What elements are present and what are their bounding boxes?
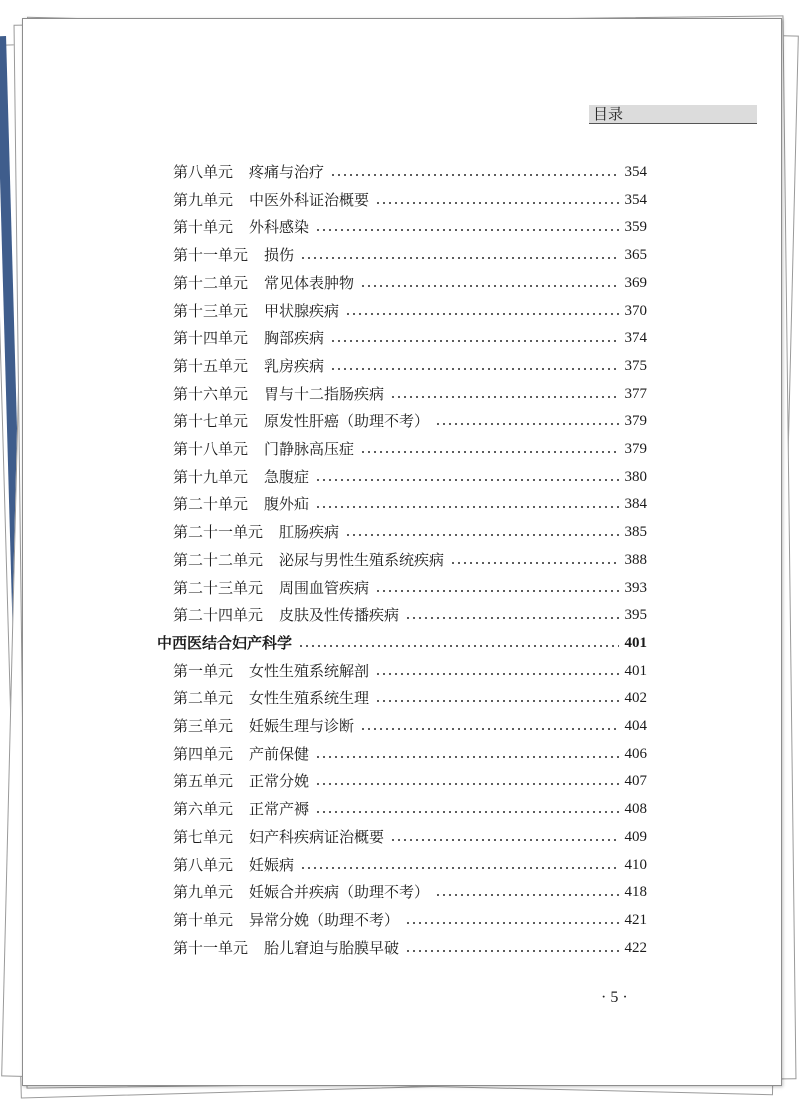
toc-dot-leader [405, 617, 618, 619]
toc-entry-unit: 第十单元 [173, 910, 234, 929]
toc-entry-page: 385 [624, 524, 647, 541]
toc-entry-title: 妇产科疾病证治概要 [249, 827, 385, 846]
toc-entry-page: 401 [624, 662, 647, 679]
toc-entry-title: 正常产褥 [249, 800, 310, 819]
toc-entry [173, 377, 647, 404]
toc-entry [173, 266, 647, 293]
toc-entry [173, 515, 647, 542]
toc-entry [173, 848, 647, 875]
toc-entry-unit: 第三单元 [173, 717, 234, 735]
toc-entry [173, 460, 647, 487]
toc-entry-unit: 第八单元 [173, 163, 234, 181]
toc-entry-title: 常见体表肿物 [264, 273, 355, 292]
toc-entry-unit: 第二十三单元 [173, 578, 264, 597]
toc-entry-unit: 第二单元 [173, 689, 234, 708]
toc-entry [173, 598, 647, 625]
toc-dot-leader [405, 922, 618, 924]
toc-entry-title: 肛肠疾病 [279, 523, 340, 542]
toc-entry-title: 乳房疾病 [264, 356, 325, 375]
toc-dot-leader [405, 950, 618, 952]
toc-entry-title: 中西医结合妇产科学 [157, 633, 293, 652]
toc-entry-title: 产前保健 [249, 744, 310, 763]
toc-dot-leader [435, 894, 618, 896]
toc-entry-unit: 第十一单元 [173, 246, 249, 265]
toc-entry [173, 681, 647, 708]
toc-dot-leader [345, 313, 618, 315]
toc-entry-page: 418 [624, 884, 647, 901]
toc-entry [173, 238, 647, 265]
toc-entry [173, 432, 647, 459]
toc-entry [173, 543, 647, 570]
toc-entry-title: 妊娠生理与诊断 [249, 717, 355, 735]
toc-entry-page: 379 [624, 441, 647, 457]
toc-entry [173, 764, 647, 791]
toc-dot-leader [330, 368, 618, 370]
toc-dot-leader [390, 839, 618, 841]
toc-dot-leader [315, 506, 618, 508]
toc-entry [173, 875, 647, 902]
toc-entry-unit: 第十四单元 [173, 329, 249, 348]
toc-entry [173, 903, 647, 930]
toc-entry-page: 422 [624, 939, 647, 956]
toc-entry-unit: 第十一单元 [173, 938, 249, 957]
toc-entry-page: 354 [624, 164, 647, 180]
toc-entry [173, 571, 647, 598]
toc-entry [173, 183, 647, 210]
table-of-contents [23, 19, 781, 1085]
toc-entry-page: 365 [624, 247, 647, 264]
toc-entry-page: 421 [624, 911, 647, 928]
toc-dot-leader [300, 867, 618, 869]
toc-entry [173, 792, 647, 819]
toc-entry-unit: 第二十二单元 [173, 550, 264, 569]
toc-dot-leader [375, 202, 618, 204]
toc-entry-title: 疼痛与治疗 [249, 163, 325, 181]
toc-entry-page: 402 [624, 690, 647, 707]
toc-entry [173, 155, 647, 182]
toc-entry-page: 374 [624, 330, 647, 347]
toc-entry-title: 正常分娩 [249, 772, 310, 791]
toc-entry-page: 407 [624, 773, 647, 790]
toc-entry-unit: 第二十单元 [173, 495, 249, 514]
toc-dot-leader [315, 479, 618, 481]
toc-entry-page: 370 [624, 302, 647, 319]
toc-entry-title: 腹外疝 [264, 495, 310, 514]
toc-entry-page: 401 [624, 634, 647, 651]
toc-dot-leader [330, 340, 618, 342]
toc-entry [173, 709, 647, 736]
toc-dot-leader [375, 590, 618, 592]
toc-entry-page: 384 [624, 496, 647, 513]
toc-entry-title: 甲状腺疾病 [264, 301, 340, 320]
toc-entry-page: 393 [624, 579, 647, 596]
toc-entry-page: 406 [624, 745, 647, 762]
toc-entry-unit: 第十三单元 [173, 301, 249, 320]
toc-entry-title: 女性生殖系统生理 [249, 689, 370, 708]
toc-dot-leader [330, 174, 618, 176]
toc-entry-unit: 第十九单元 [173, 467, 249, 486]
toc-entry [173, 294, 647, 321]
toc-entry-page: 380 [624, 468, 647, 485]
toc-dot-leader [375, 673, 618, 675]
toc-entry-title: 中医外科证治概要 [249, 190, 370, 209]
toc-entry-unit: 第十八单元 [173, 440, 249, 458]
toc-dot-leader [360, 285, 618, 287]
toc-entry-page: 375 [624, 357, 647, 374]
toc-entry [173, 737, 647, 764]
page-number: · 5 · [601, 989, 628, 1006]
toc-entry-unit: 第四单元 [173, 744, 234, 763]
toc-entry-page: 388 [624, 551, 647, 568]
toc-entry-unit: 第八单元 [173, 855, 234, 874]
toc-dot-leader [315, 756, 618, 758]
toc-entry-title: 急腹症 [264, 467, 310, 486]
toc-entry-unit: 第十六单元 [173, 384, 249, 403]
toc-entry [173, 210, 647, 237]
toc-dot-leader [298, 645, 618, 647]
toc-entry [173, 654, 647, 681]
toc-entry-page: 379 [624, 413, 647, 430]
toc-entry-title: 妊娠病 [249, 855, 295, 874]
toc-entry-title: 异常分娩（助理不考） [249, 910, 400, 929]
toc-dot-leader [345, 534, 618, 536]
toc-entry-title: 妊娠合并疾病（助理不考） [249, 883, 430, 902]
toc-entry-title: 原发性肝癌（助理不考） [264, 412, 430, 431]
toc-entry-title: 周围血管疾病 [279, 578, 370, 597]
toc-entry-unit: 第六单元 [173, 800, 234, 819]
toc-dot-leader [315, 229, 618, 231]
toc-entry-unit: 第二十四单元 [173, 606, 264, 625]
toc-entry-page: 354 [624, 191, 647, 208]
toc-entry-page: 408 [624, 801, 647, 818]
toc-entry [173, 820, 647, 847]
toc-entry-page: 369 [624, 274, 647, 291]
toc-section-heading [157, 626, 647, 653]
toc-entry [173, 321, 647, 348]
toc-entry-unit: 第十七单元 [173, 412, 249, 431]
toc-entry-page: 410 [624, 856, 647, 873]
toc-entry-page: 395 [624, 607, 647, 624]
toc-entry-title: 泌尿与男性生殖系统疾病 [279, 550, 445, 569]
toc-entry-title: 皮肤及性传播疾病 [279, 606, 400, 625]
document-page [22, 18, 782, 1086]
toc-entry-unit: 第一单元 [173, 661, 234, 680]
toc-entry-page: 377 [624, 385, 647, 402]
toc-dot-leader [315, 811, 618, 813]
toc-entry [173, 487, 647, 514]
toc-entry-unit: 第七单元 [173, 827, 234, 846]
toc-entry-title: 女性生殖系统解剖 [249, 661, 370, 680]
toc-entry-title: 门静脉高压症 [264, 440, 355, 458]
toc-dot-leader [450, 562, 618, 564]
toc-entry-unit: 第五单元 [173, 772, 234, 791]
toc-entry-page: 404 [624, 718, 647, 734]
toc-entry-page: 409 [624, 828, 647, 845]
toc-dot-leader [300, 257, 618, 259]
toc-entry-unit: 第十二单元 [173, 273, 249, 292]
toc-entry-unit: 第九单元 [173, 883, 234, 902]
toc-dot-leader [315, 783, 618, 785]
toc-entry-title: 胎儿窘迫与胎膜早破 [264, 938, 400, 957]
toc-dot-leader [360, 728, 618, 730]
running-header-title: 目录 [593, 105, 624, 123]
toc-dot-leader [375, 700, 618, 702]
toc-entry [173, 931, 647, 958]
toc-entry [173, 404, 647, 431]
toc-entry-unit: 第九单元 [173, 190, 234, 209]
toc-entry-title: 胃与十二指肠疾病 [264, 384, 385, 403]
toc-entry-page: 359 [624, 219, 647, 236]
toc-dot-leader [435, 423, 618, 425]
toc-entry-title: 胸部疾病 [264, 329, 325, 348]
toc-dot-leader [390, 396, 618, 398]
toc-entry-unit: 第十五单元 [173, 356, 249, 375]
toc-entry [173, 349, 647, 376]
toc-entry-title: 外科感染 [249, 218, 310, 237]
toc-entry-unit: 第十单元 [173, 218, 234, 237]
toc-dot-leader [360, 451, 618, 453]
toc-entry-unit: 第二十一单元 [173, 523, 264, 542]
toc-entry-title: 损伤 [264, 246, 295, 265]
